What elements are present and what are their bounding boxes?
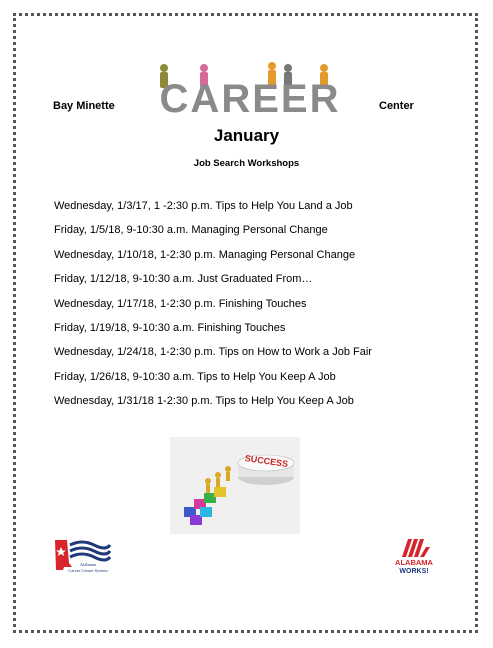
workshop-item: Friday, 1/12/18, 9-10:30 a.m. Just Graduated From…: [54, 273, 313, 286]
alabama-works-logo: [388, 533, 440, 575]
workshop-item: Friday, 1/5/18, 9-10:30 a.m. Managing Personal Change: [54, 224, 328, 237]
workshop-item: Wednesday, 1/17/18, 1-2:30 p.m. Finishing Touches: [54, 297, 307, 310]
acs-logo-line2: Career Center System: [68, 568, 108, 573]
success-label: SUCCESS: [244, 453, 289, 470]
career-logo: [122, 60, 378, 116]
workshop-item: Wednesday, 1/24/18, 1-2:30 p.m. Tips on How to Work a Job Fair: [54, 346, 372, 359]
month-title: January: [213, 126, 280, 145]
workshops-subtitle: Job Search Workshops: [193, 158, 300, 169]
alabama-works-stripes-icon: [402, 539, 430, 557]
workshop-item: Friday, 1/19/18, 9-10:30 a.m. Finishing Touches: [54, 321, 286, 334]
location-suffix: Center: [379, 100, 414, 112]
alabama-works-line2: WORKS!: [399, 568, 429, 575]
workshop-list: [54, 199, 372, 419]
workshop-item: Friday, 1/26/18, 9-10:30 a.m. Tips to Help You Keep A Job: [54, 370, 336, 383]
header: [0, 58, 493, 118]
alabama-career-center-logo: [52, 537, 112, 575]
location-name: Bay Minette: [53, 100, 115, 112]
alabama-works-line1: ALABAMA: [395, 558, 433, 567]
workshop-item: Wednesday, 1/31/18 1-2:30 p.m. Tips to Help You Keep A Job: [54, 395, 354, 408]
career-logo-text: CAREER: [159, 77, 341, 116]
acs-logo-line1: Alabama: [79, 562, 97, 567]
success-puzzle-image: [170, 437, 300, 534]
workshop-item: Wednesday, 1/3/17, 1 -2:30 p.m. Tips to Help You Land a Job: [54, 200, 353, 212]
workshop-item: Wednesday, 1/10/18, 1-2:30 p.m. Managing Personal Change: [54, 248, 356, 261]
flag-waves-icon: [70, 542, 110, 548]
